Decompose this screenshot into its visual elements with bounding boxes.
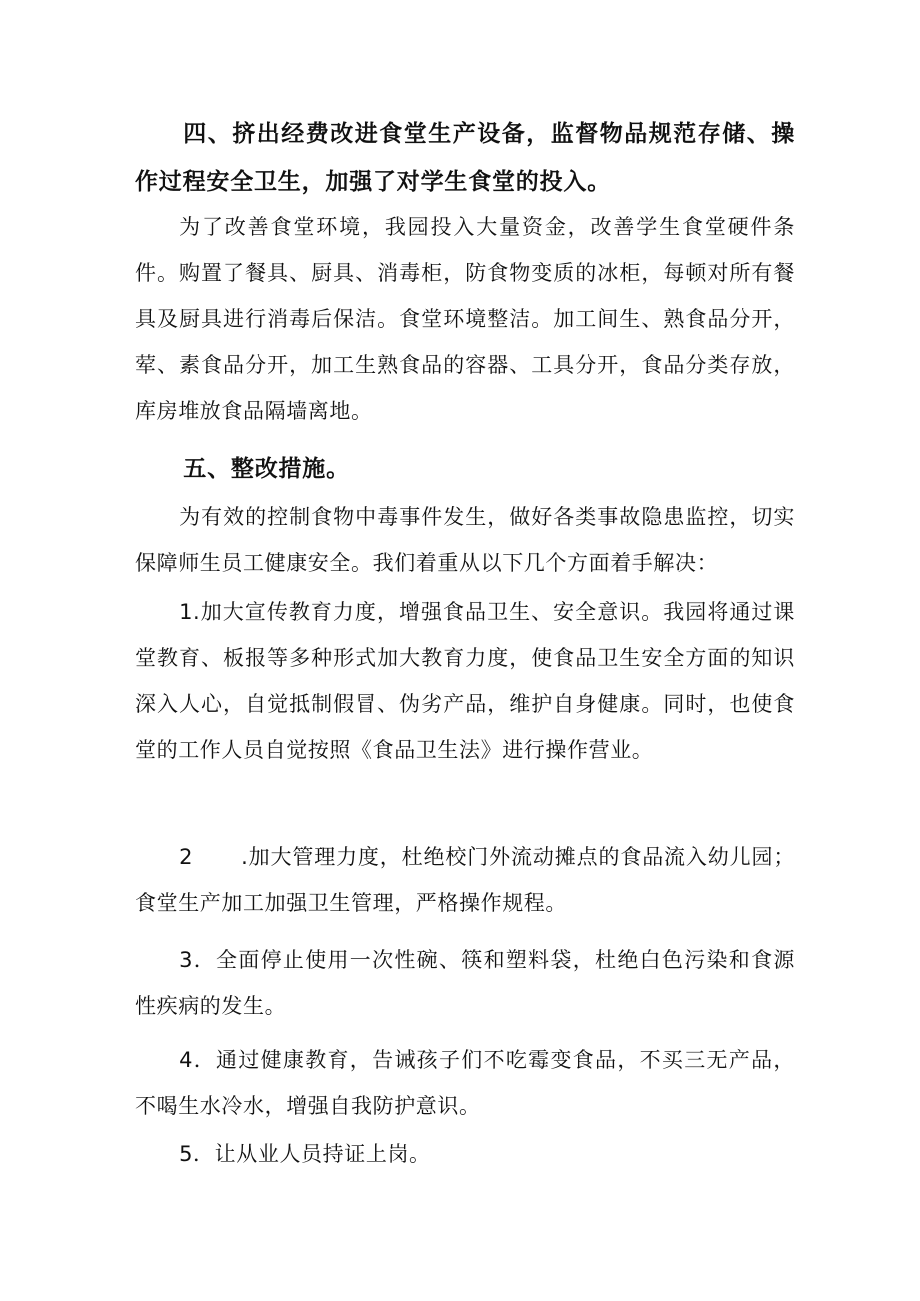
section-4-body: 为了改善食堂环境，我园投入大量资金，改善学生食堂硬件条件。购置了餐具、厨具、消毒柜，防食物变质的冰柜，每顿对所有餐具及厨具进行消毒后保洁。食堂环境整洁。加工间生、熟食品分开，荤、素食品分开，加工生熟食品的容器、工具分开，食品分类存放，库房堆放食品隔墙离地。	[135, 215, 795, 423]
measure-item-2-number: 2	[179, 845, 194, 869]
section-5-intro: 为有效的控制食物中毒事件发生，做好各类事故隐患监控，切实保障师生员工健康安全。我们着重从以下几个方面着手解决：	[135, 505, 795, 575]
measure-item-3: 3．全面停止使用一次性碗、筷和塑料袋，杜绝白色污染和食源性疾病的发生。	[135, 948, 795, 1018]
measure-item-1: 1.加大宣传教育力度，增强食品卫生、安全意识。我园将通过课堂教育、板报等多种形式加大教育力度，使食品卫生安全方面的知识深入人心，自觉抵制假冒、伪劣产品，维护自身健康。同时，也使食堂的工作人员自觉按照《食品卫生法》进行操作营业。	[135, 600, 795, 762]
section-5-heading: 五、整改措施。	[183, 456, 350, 482]
measure-item-2-text: .加大管理力度，杜绝校门外流动摊点的食品流入幼儿园；食堂生产加工加强卫生管理，严格操作规程。	[135, 845, 795, 915]
measure-item-5: 5．让从业人员持证上岗。	[179, 1142, 431, 1166]
section-4-heading: 四、挤出经费改进食堂生产设备，监督物品规范存储、操作过程安全卫生，加强了对学生食堂的投入。	[135, 121, 795, 195]
measure-item-4: 4．通过健康教育，告诫孩子们不吃霉变食品，不买三无产品，不喝生水冷水，增强自我防护意识。	[135, 1048, 795, 1118]
measure-item-2	[135, 834, 795, 926]
